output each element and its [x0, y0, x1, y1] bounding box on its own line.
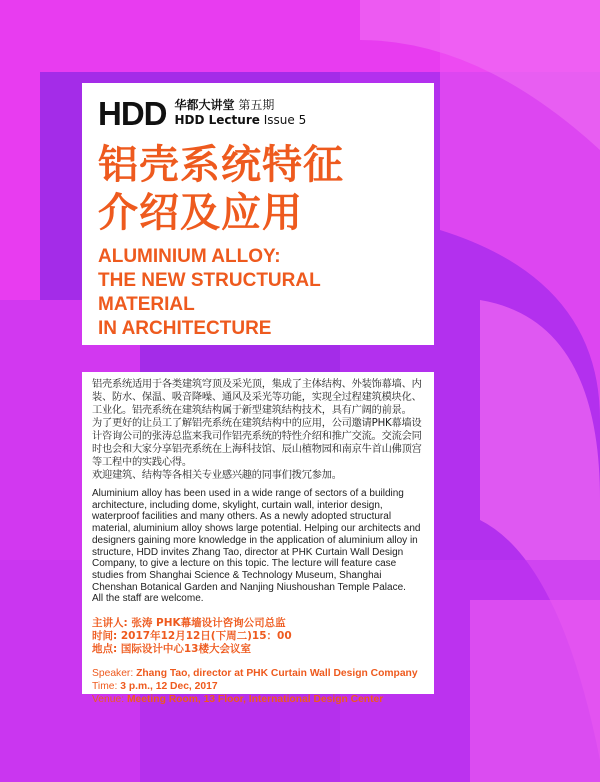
issue-en: Issue 5: [263, 113, 307, 127]
hdd-logo: HDD: [98, 94, 167, 132]
time-en: Time: 3 p.m., 12 Dec, 2017: [92, 681, 218, 693]
title-card: [82, 83, 434, 345]
description-en-closing: All the staff are welcome.: [92, 593, 204, 605]
title-en-line-1: ALUMINIUM ALLOY:: [98, 246, 281, 267]
venue-en: Venue: Meeting Room, 13 Floor, International Design Center: [92, 694, 384, 706]
title-en-line-2: THE NEW STRUCTURAL MATERIAL: [98, 270, 321, 315]
description-zh-3: 欢迎建筑、结构等各相关专业感兴趣的同事们拨冗参加。: [92, 470, 342, 481]
time-zh: 时间: 2017年12月12日(下周二)15：00: [92, 630, 292, 643]
speaker-en: Speaker: Zhang Tao, director at PHK Curtain Wall Design Company: [92, 668, 418, 680]
lecture-name-zh: 华都大讲堂: [174, 98, 235, 112]
description-zh-2: 为了更好的让员工了解铝壳系统在建筑结构中的应用，公司邀请PHK幕墙设计咨询公司的张涛总监来我司作铝壳系统的特性介绍和推广交流。交流会同时也会和大家分享铝壳系统在上海科技馆、辰山植物园和南京牛首山佛顶宫等工程中的实践心得。: [92, 418, 422, 468]
event-info-en: [92, 667, 424, 706]
description-en-body: Aluminium alloy has been used in a wide range of sectors of a building architecture, including dome, skylight, curtain wall, interior design, waterproof facilities and many others. As a newly adopted structural material, aluminium alloy shows large potential. Helping our architects and designers gaining more knowledge in the application of aluminium alloy in structure, HDD invites Zhang Tao, director at PHK Curtain Wall Design Company, to give a lecture on this topic. The lecture will feature case studies from Shanghai Science & Technology Museum, Shanghai Chenshan Botanical Garden and Nanjing Niushoushan Temple Palace.: [92, 488, 421, 593]
title-chinese: [98, 141, 420, 237]
title-zh-line-2: 介绍及应用: [98, 190, 303, 236]
brand-subtitle: [175, 98, 307, 128]
title-en-line-3: IN ARCHITECTURE: [98, 318, 272, 339]
event-info-zh: [92, 617, 424, 656]
lecture-name-en: HDD Lecture: [174, 113, 260, 127]
brand-header: [98, 95, 420, 131]
description-zh-1: 铝壳系统适用于各类建筑穹顶及采光顶，集成了主体结构、外装饰幕墙、内装、防水、保温、吸音降噪、通风及采光等功能，实现全过程建筑模块化、工业化。铝壳系统在建筑结构属于新型建筑结构技术，具有广阔的前景。: [92, 379, 422, 416]
title-zh-line-1: 铝壳系统特征: [98, 142, 344, 188]
description-card: [82, 372, 434, 706]
title-english: [98, 245, 420, 341]
speaker-zh: 主讲人: 张涛 PHK幕墙设计咨询公司总监: [92, 617, 286, 630]
issue-zh: 第五期: [238, 98, 275, 112]
venue-zh: 地点: 国际设计中心13楼大会议室: [92, 643, 251, 656]
description-en: [92, 488, 424, 605]
